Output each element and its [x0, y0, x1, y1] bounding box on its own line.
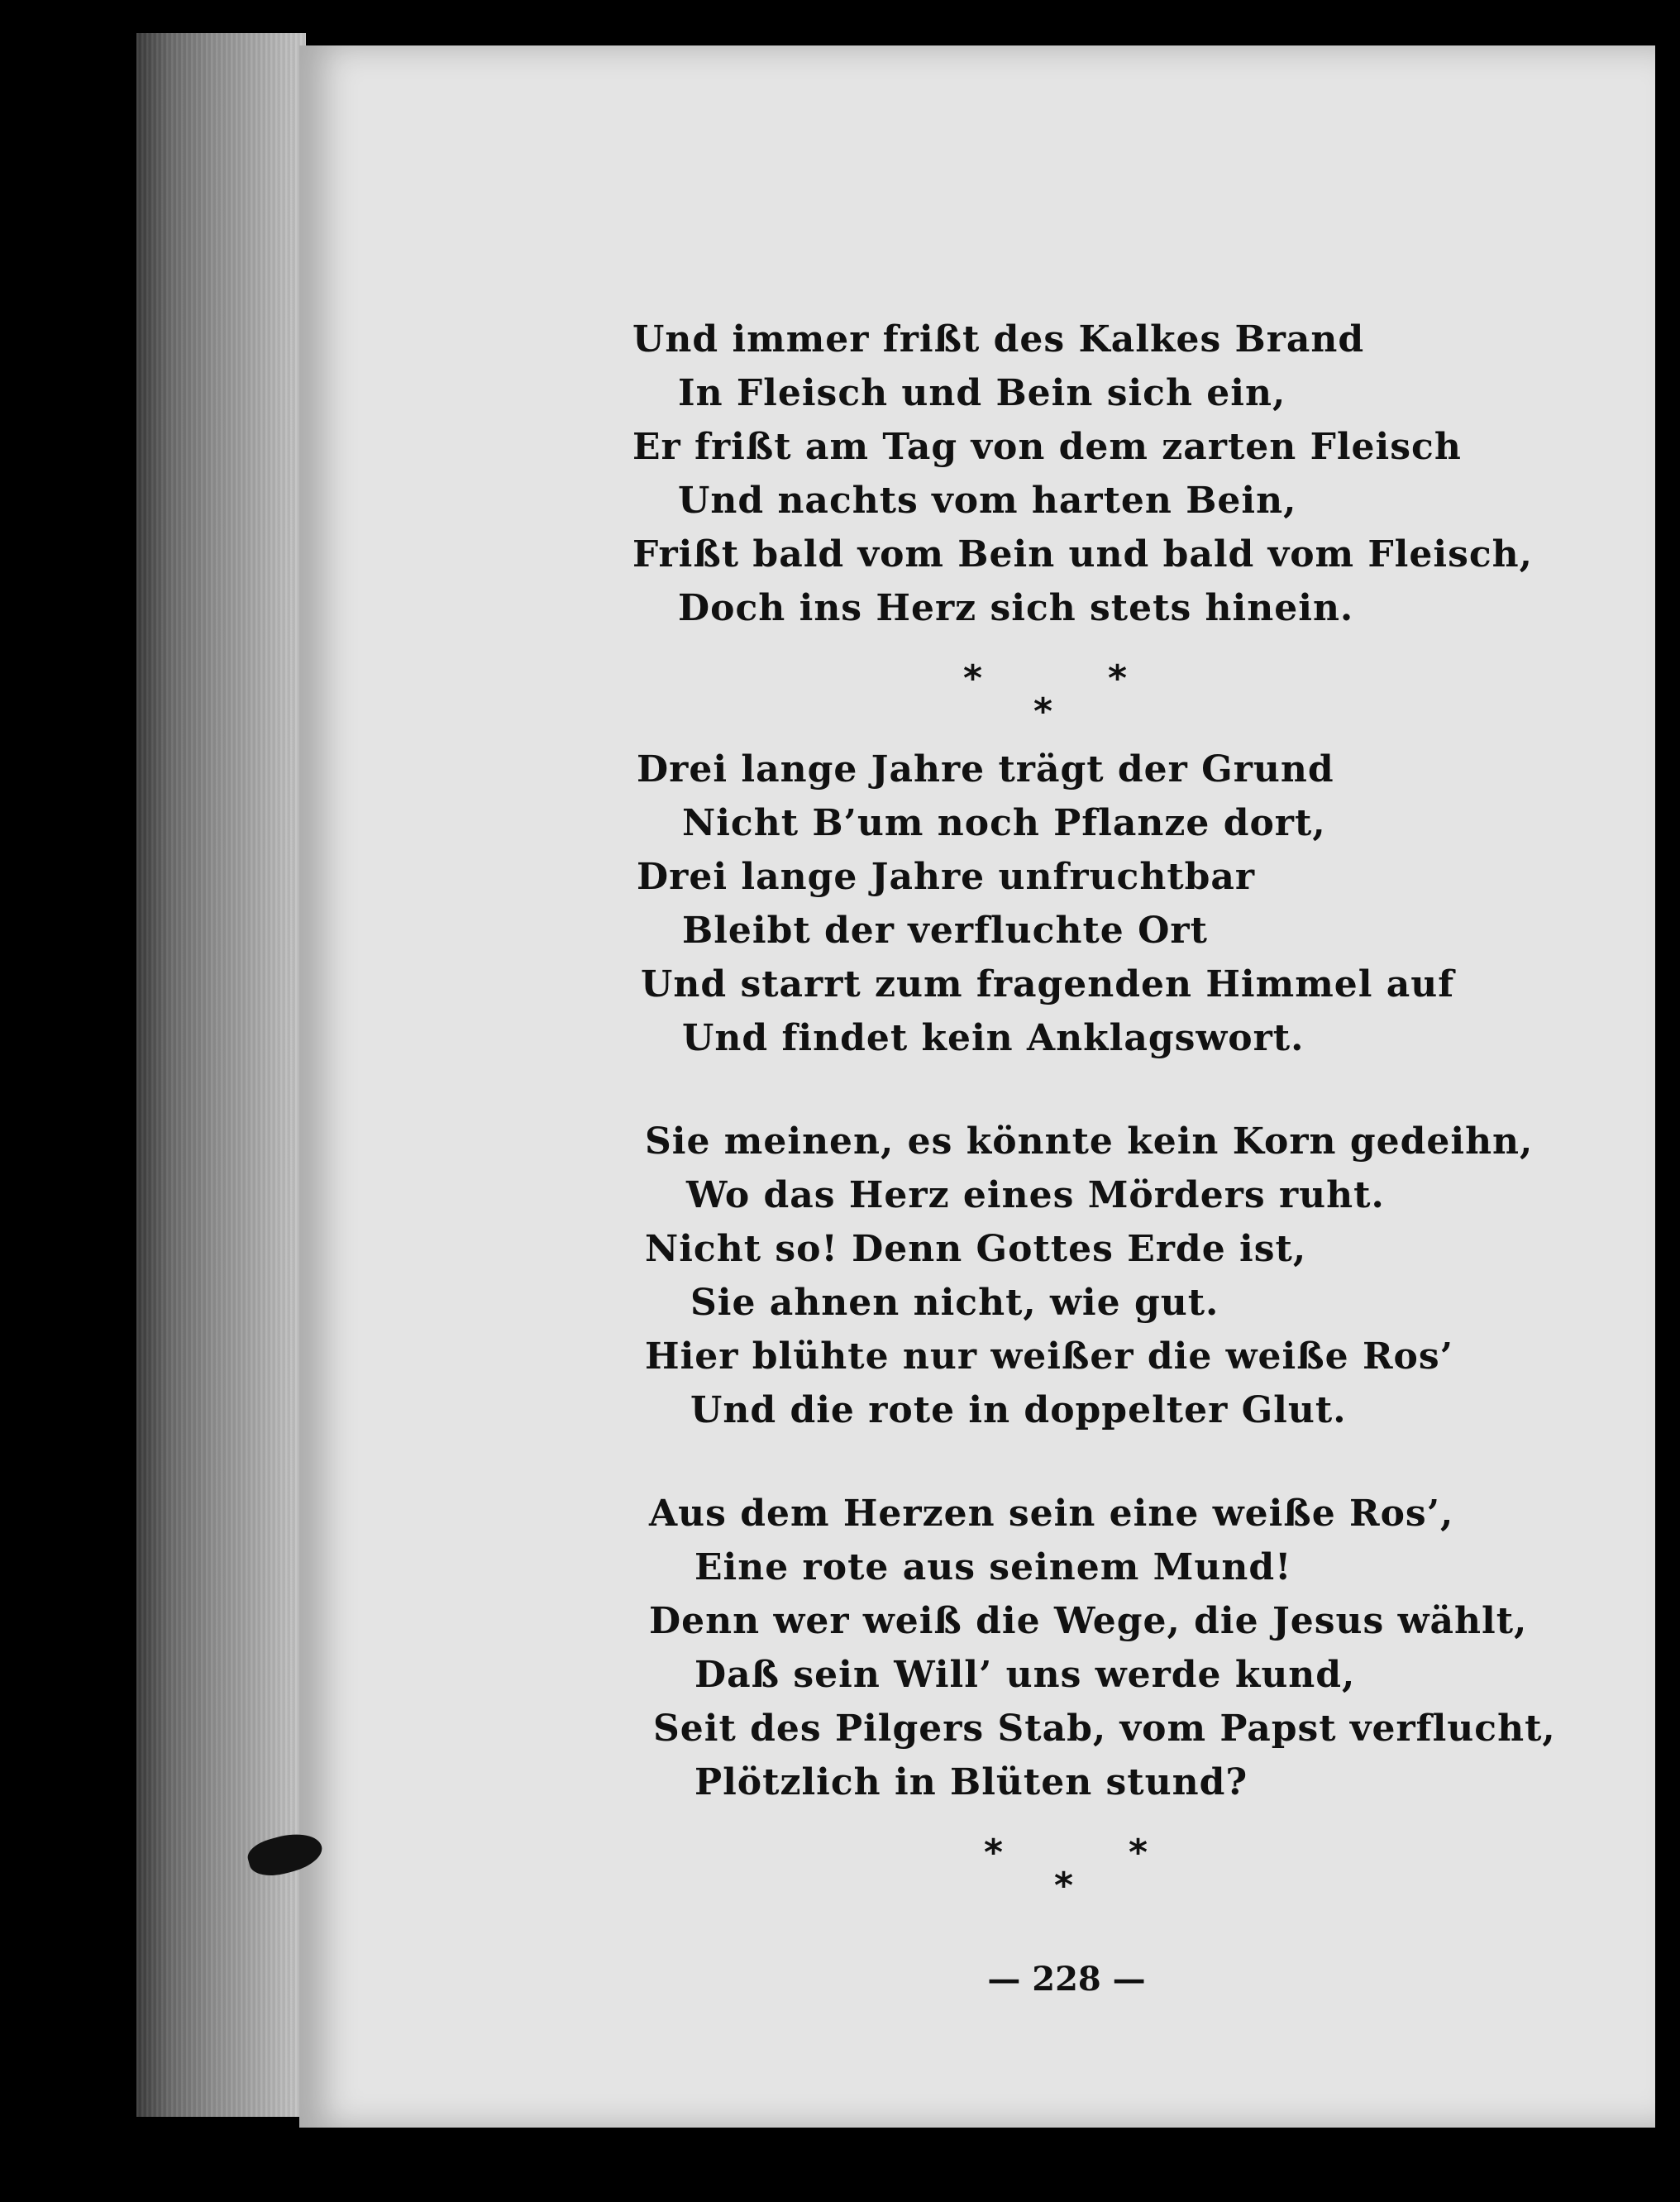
poem-line: Nicht so! Denn Gottes Erde ist,	[645, 1228, 1307, 1270]
poem-line: Plötzlich in Blüten stund?	[694, 1761, 1248, 1803]
page-number: — 228 —	[987, 1960, 1146, 1999]
divider-asterisk: *	[1054, 1865, 1074, 1907]
poem-line: Drei lange Jahre trägt der Grund	[637, 748, 1334, 791]
poem-line: In Fleisch und Bein sich ein,	[678, 372, 1286, 414]
poem-line: Nicht B’um noch Pflanze dort,	[682, 802, 1326, 844]
poem-line: Und immer frißt des Kalkes Brand	[632, 318, 1365, 361]
poem-line: Er frißt am Tag von dem zarten Fleisch	[632, 426, 1462, 468]
poem-line: Sie ahnen nicht, wie gut.	[690, 1282, 1219, 1324]
poem-line: Daß sein Will’ uns werde kund,	[694, 1654, 1356, 1696]
divider-asterisk: *	[1033, 690, 1053, 733]
poem-line: Eine rote aus seinem Mund!	[694, 1546, 1292, 1588]
poem-line: Wo das Herz eines Mörders ruht.	[686, 1174, 1385, 1216]
poem-line: Denn wer weiß die Wege, die Jesus wählt,	[649, 1600, 1528, 1642]
poem-line: Und starrt zum fragenden Himmel auf	[641, 963, 1455, 1005]
poem-line: Und die rote in doppelter Glut.	[690, 1389, 1347, 1431]
poem-line: Und nachts vom harten Bein,	[678, 480, 1297, 522]
divider-asterisk: *	[1108, 657, 1128, 700]
poem-line: Frißt bald vom Bein und bald vom Fleisch,	[632, 533, 1533, 576]
poem-line: Seit des Pilgers Stab, vom Papst verflucht,	[653, 1708, 1556, 1750]
poem-line: Aus dem Herzen sein eine weiße Ros’,	[649, 1493, 1454, 1535]
divider-asterisk: *	[963, 657, 983, 700]
poem-line: Sie meinen, es könnte kein Korn gedeihn,	[645, 1120, 1534, 1163]
poem-line: Hier blühte nur weißer die weiße Ros’	[645, 1335, 1453, 1378]
poem-line: Doch ins Herz sich stets hinein.	[678, 587, 1354, 629]
divider-asterisk: *	[1129, 1832, 1148, 1874]
poem-line: Und findet kein Anklagswort.	[682, 1017, 1305, 1059]
poem-line: Drei lange Jahre unfruchtbar	[637, 856, 1256, 898]
poem-line: Bleibt der verfluchte Ort	[682, 910, 1208, 952]
divider-asterisk: *	[984, 1832, 1004, 1874]
